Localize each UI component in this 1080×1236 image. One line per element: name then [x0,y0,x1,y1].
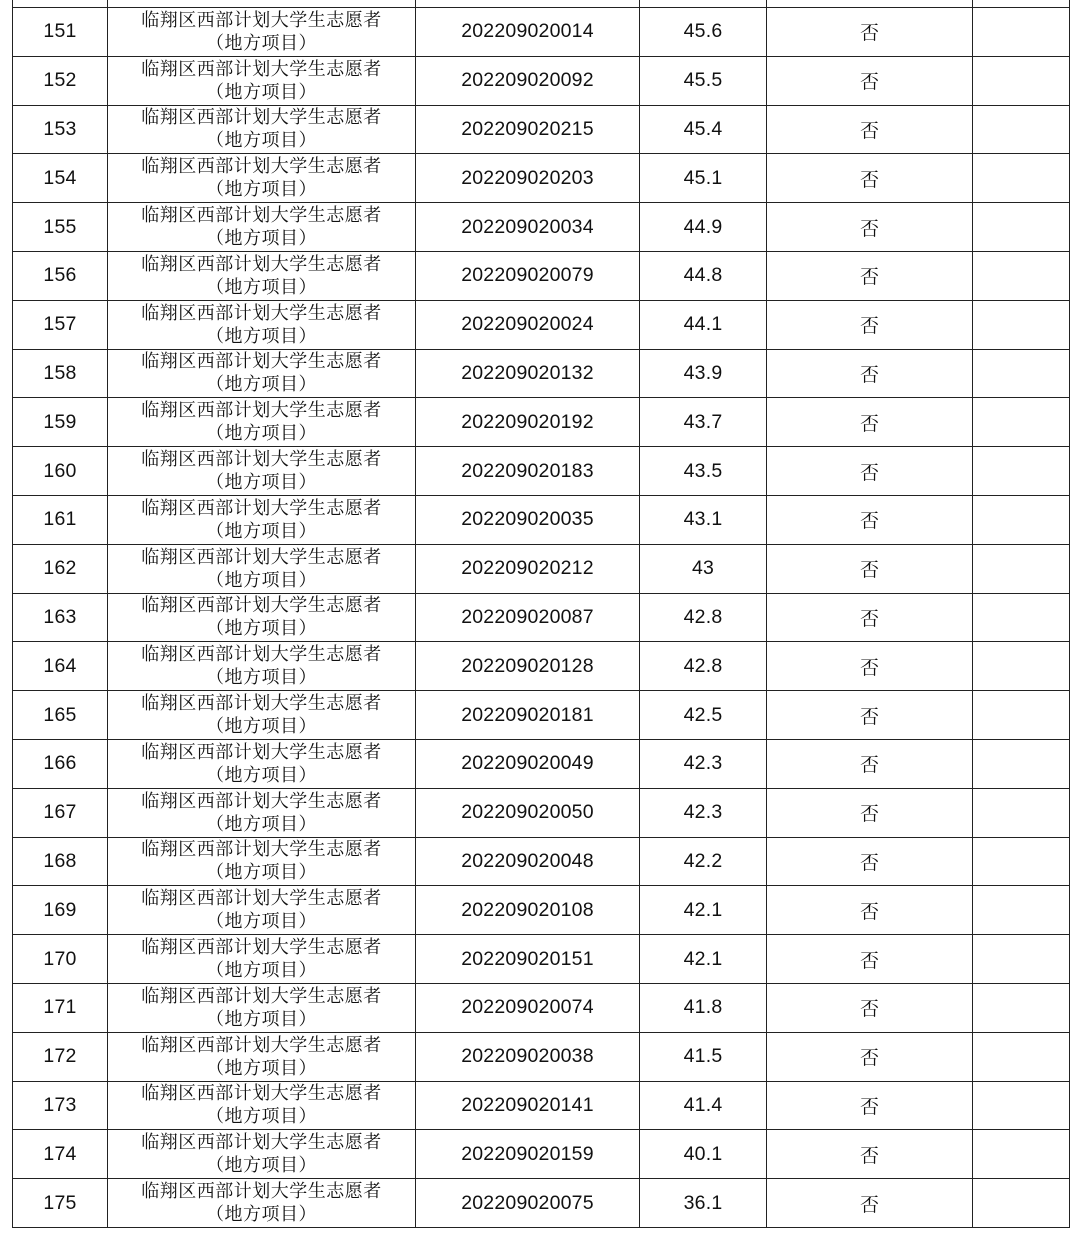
ticket-number-cell: 202209020035 [416,495,640,544]
serial-number-cell: 167 [13,788,108,837]
table-row [13,691,1070,740]
position-cell [108,56,416,105]
position-project-type: （地方项目） [206,374,317,396]
score-cell: 45.4 [640,105,767,154]
position-name: 临翔区西部计划大学生志愿者 [141,253,382,275]
score-cell: 42.5 [640,691,767,740]
interview-status-cell: 否 [767,886,973,935]
remarks-cell [973,1032,1070,1081]
interview-status-cell: 否 [767,1081,973,1130]
position-name: 临翔区西部计划大学生志愿者 [141,156,382,178]
remarks-cell [973,935,1070,984]
table-row [13,105,1070,154]
position-cell [108,593,416,642]
position-name: 临翔区西部计划大学生志愿者 [141,644,382,666]
interview-status-cell: 否 [767,1179,973,1228]
interview-status-cell: 否 [767,1032,973,1081]
serial-number-cell: 161 [13,495,108,544]
position-cell [108,642,416,691]
serial-number-cell: 175 [13,1179,108,1228]
serial-number-cell: 162 [13,544,108,593]
table-row [13,203,1070,252]
remarks-cell [973,739,1070,788]
position-project-type: （地方项目） [206,228,317,250]
position-name: 临翔区西部计划大学生志愿者 [141,741,382,763]
position-project-type: （地方项目） [206,716,317,738]
serial-number-cell: 151 [13,8,108,57]
position-name: 临翔区西部计划大学生志愿者 [141,449,382,471]
serial-number-cell: 171 [13,983,108,1032]
position-project-type: （地方项目） [206,1204,317,1226]
remarks-cell [973,593,1070,642]
ticket-number-cell: 202209020159 [416,1130,640,1179]
position-project-type: （地方项目） [206,130,317,152]
table-row [13,447,1070,496]
interview-status-cell: 否 [767,837,973,886]
score-table [12,0,1070,1228]
score-cell: 41.8 [640,983,767,1032]
serial-number-cell: 173 [13,1081,108,1130]
position-name: 临翔区西部计划大学生志愿者 [141,497,382,519]
score-cell: 43.5 [640,447,767,496]
position-cell [108,105,416,154]
interview-status-cell: 否 [767,203,973,252]
table-row [13,642,1070,691]
position-cell [108,251,416,300]
ticket-number-cell: 202209020141 [416,1081,640,1130]
position-project-type: （地方项目） [206,862,317,884]
table-row [13,349,1070,398]
position-name: 临翔区西部计划大学生志愿者 [141,9,382,31]
score-cell: 42.8 [640,642,767,691]
position-project-type: （地方项目） [206,960,317,982]
score-cell: 42.1 [640,935,767,984]
ticket-number-cell: 202209020048 [416,837,640,886]
serial-number-cell: 153 [13,105,108,154]
position-name: 临翔区西部计划大学生志愿者 [141,693,382,715]
position-cell [108,788,416,837]
interview-status-cell: 否 [767,349,973,398]
remarks-cell [973,154,1070,203]
remarks-cell [973,349,1070,398]
remarks-cell [973,544,1070,593]
interview-status-cell: 否 [767,495,973,544]
serial-number-cell: 156 [13,251,108,300]
ticket-number-cell: 202209020132 [416,349,640,398]
score-cell: 43.1 [640,495,767,544]
interview-status-cell: 否 [767,8,973,57]
position-cell [108,1081,416,1130]
remarks-cell [973,203,1070,252]
table-row [13,544,1070,593]
position-project-type: （地方项目） [206,1106,317,1128]
position-name: 临翔区西部计划大学生志愿者 [141,937,382,959]
ticket-number-cell: 202209020183 [416,447,640,496]
score-cell: 36.1 [640,1179,767,1228]
remarks-cell [973,1130,1070,1179]
remarks-cell [973,837,1070,886]
position-cell [108,349,416,398]
ticket-number-cell: 202209020079 [416,251,640,300]
position-project-type: （地方项目） [206,618,317,640]
position-cell [108,398,416,447]
score-cell: 44.1 [640,300,767,349]
score-cell: 44.9 [640,203,767,252]
position-cell [108,1130,416,1179]
ticket-number-cell: 202209020151 [416,935,640,984]
interview-status-cell: 否 [767,300,973,349]
position-name: 临翔区西部计划大学生志愿者 [141,839,382,861]
position-cell [108,544,416,593]
position-name: 临翔区西部计划大学生志愿者 [141,985,382,1007]
table-row [13,1179,1070,1228]
interview-status-cell: 否 [767,739,973,788]
position-name: 临翔区西部计划大学生志愿者 [141,400,382,422]
ticket-number-cell: 202209020203 [416,154,640,203]
interview-status-cell: 否 [767,154,973,203]
position-cell [108,837,416,886]
interview-status-cell: 否 [767,788,973,837]
interview-status-cell: 否 [767,593,973,642]
ticket-number-cell: 202209020215 [416,105,640,154]
ticket-number-cell: 202209020038 [416,1032,640,1081]
remarks-cell [973,495,1070,544]
ticket-number-cell: 202209020034 [416,203,640,252]
position-project-type: （地方项目） [206,569,317,591]
position-cell [108,739,416,788]
position-project-type: （地方项目） [206,276,317,298]
position-name: 临翔区西部计划大学生志愿者 [141,351,382,373]
position-cell [108,8,416,57]
position-project-type: （地方项目） [206,81,317,103]
interview-status-cell: 否 [767,983,973,1032]
remarks-cell [973,642,1070,691]
table-row [13,154,1070,203]
ticket-number-cell: 202209020050 [416,788,640,837]
remarks-cell [973,398,1070,447]
interview-status-cell: 否 [767,56,973,105]
position-project-type: （地方项目） [206,911,317,933]
position-name: 临翔区西部计划大学生志愿者 [141,1034,382,1056]
table-row [13,935,1070,984]
score-table-body [13,0,1070,1227]
remarks-cell [973,8,1070,57]
serial-number-cell: 164 [13,642,108,691]
serial-number-cell: 168 [13,837,108,886]
position-cell [108,1179,416,1228]
position-cell [108,983,416,1032]
serial-number-cell: 155 [13,203,108,252]
score-cell: 40.1 [640,1130,767,1179]
serial-number-cell: 170 [13,935,108,984]
serial-number-cell: 174 [13,1130,108,1179]
serial-number-cell: 159 [13,398,108,447]
position-cell [108,935,416,984]
serial-number-cell: 152 [13,56,108,105]
table-row [13,1081,1070,1130]
ticket-number-cell: 202209020212 [416,544,640,593]
interview-status-cell: 否 [767,691,973,740]
table-row [13,983,1070,1032]
score-cell: 43.9 [640,349,767,398]
ticket-number-cell: 202209020075 [416,1179,640,1228]
remarks-cell [973,1179,1070,1228]
position-project-type: （地方项目） [206,813,317,835]
position-project-type: （地方项目） [206,179,317,201]
interview-status-cell: 否 [767,935,973,984]
remarks-cell [973,105,1070,154]
score-cell: 43.7 [640,398,767,447]
position-name: 临翔区西部计划大学生志愿者 [141,1181,382,1203]
position-name: 临翔区西部计划大学生志愿者 [141,888,382,910]
position-project-type: （地方项目） [206,1008,317,1030]
score-cell: 41.5 [640,1032,767,1081]
score-cell: 45.1 [640,154,767,203]
table-row [13,1130,1070,1179]
position-project-type: （地方项目） [206,325,317,347]
ticket-number-cell: 202209020181 [416,691,640,740]
score-cell: 43 [640,544,767,593]
score-cell: 44.8 [640,251,767,300]
remarks-cell [973,886,1070,935]
serial-number-cell: 154 [13,154,108,203]
position-project-type: （地方项目） [206,1155,317,1177]
remarks-cell [973,1081,1070,1130]
position-cell [108,495,416,544]
score-cell: 41.4 [640,1081,767,1130]
score-cell: 42.3 [640,788,767,837]
position-project-type: （地方项目） [206,32,317,54]
remarks-cell [973,691,1070,740]
serial-number-cell: 163 [13,593,108,642]
serial-number-cell: 166 [13,739,108,788]
remarks-cell [973,56,1070,105]
remarks-cell [973,788,1070,837]
position-name: 临翔区西部计划大学生志愿者 [141,546,382,568]
ticket-number-cell: 202209020014 [416,8,640,57]
table-row [13,251,1070,300]
position-project-type: （地方项目） [206,764,317,786]
interview-status-cell: 否 [767,398,973,447]
score-cell: 45.5 [640,56,767,105]
position-project-type: （地方项目） [206,520,317,542]
position-project-type: （地方项目） [206,667,317,689]
table-row [13,1032,1070,1081]
interview-status-cell: 否 [767,1130,973,1179]
serial-number-cell: 158 [13,349,108,398]
ticket-number-cell: 202209020049 [416,739,640,788]
ticket-number-cell: 202209020128 [416,642,640,691]
table-row [13,398,1070,447]
ticket-number-cell: 202209020192 [416,398,640,447]
score-cell: 42.8 [640,593,767,642]
serial-number-cell: 157 [13,300,108,349]
position-name: 临翔区西部计划大学生志愿者 [141,790,382,812]
ticket-number-cell: 202209020087 [416,593,640,642]
position-cell [108,447,416,496]
serial-number-cell: 172 [13,1032,108,1081]
position-name: 临翔区西部计划大学生志愿者 [141,1132,382,1154]
serial-number-cell: 169 [13,886,108,935]
table-row [13,788,1070,837]
position-name: 临翔区西部计划大学生志愿者 [141,302,382,324]
position-project-type: （地方项目） [206,1057,317,1079]
position-name: 临翔区西部计划大学生志愿者 [141,107,382,129]
position-cell [108,300,416,349]
table-row [13,886,1070,935]
position-project-type: （地方项目） [206,423,317,445]
interview-status-cell: 否 [767,544,973,593]
position-name: 临翔区西部计划大学生志愿者 [141,1083,382,1105]
position-name: 临翔区西部计划大学生志愿者 [141,58,382,80]
ticket-number-cell: 202209020092 [416,56,640,105]
serial-number-cell: 160 [13,447,108,496]
position-cell [108,1032,416,1081]
score-cell: 42.2 [640,837,767,886]
score-cell: 42.3 [640,739,767,788]
interview-status-cell: 否 [767,251,973,300]
table-row [13,8,1070,57]
table-row [13,739,1070,788]
ticket-number-cell: 202209020108 [416,886,640,935]
previous-row-edge [13,0,1070,8]
remarks-cell [973,447,1070,496]
interview-status-cell: 否 [767,642,973,691]
remarks-cell [973,983,1070,1032]
table-row [13,56,1070,105]
ticket-number-cell: 202209020024 [416,300,640,349]
position-cell [108,886,416,935]
position-cell [108,691,416,740]
table-row [13,837,1070,886]
score-cell: 42.1 [640,886,767,935]
remarks-cell [973,300,1070,349]
table-row [13,593,1070,642]
position-project-type: （地方项目） [206,472,317,494]
serial-number-cell: 165 [13,691,108,740]
position-name: 临翔区西部计划大学生志愿者 [141,595,382,617]
remarks-cell [973,251,1070,300]
ticket-number-cell: 202209020074 [416,983,640,1032]
position-cell [108,203,416,252]
position-name: 临翔区西部计划大学生志愿者 [141,205,382,227]
interview-status-cell: 否 [767,105,973,154]
interview-status-cell: 否 [767,447,973,496]
position-cell [108,154,416,203]
table-row [13,495,1070,544]
score-cell: 45.6 [640,8,767,57]
table-row [13,300,1070,349]
